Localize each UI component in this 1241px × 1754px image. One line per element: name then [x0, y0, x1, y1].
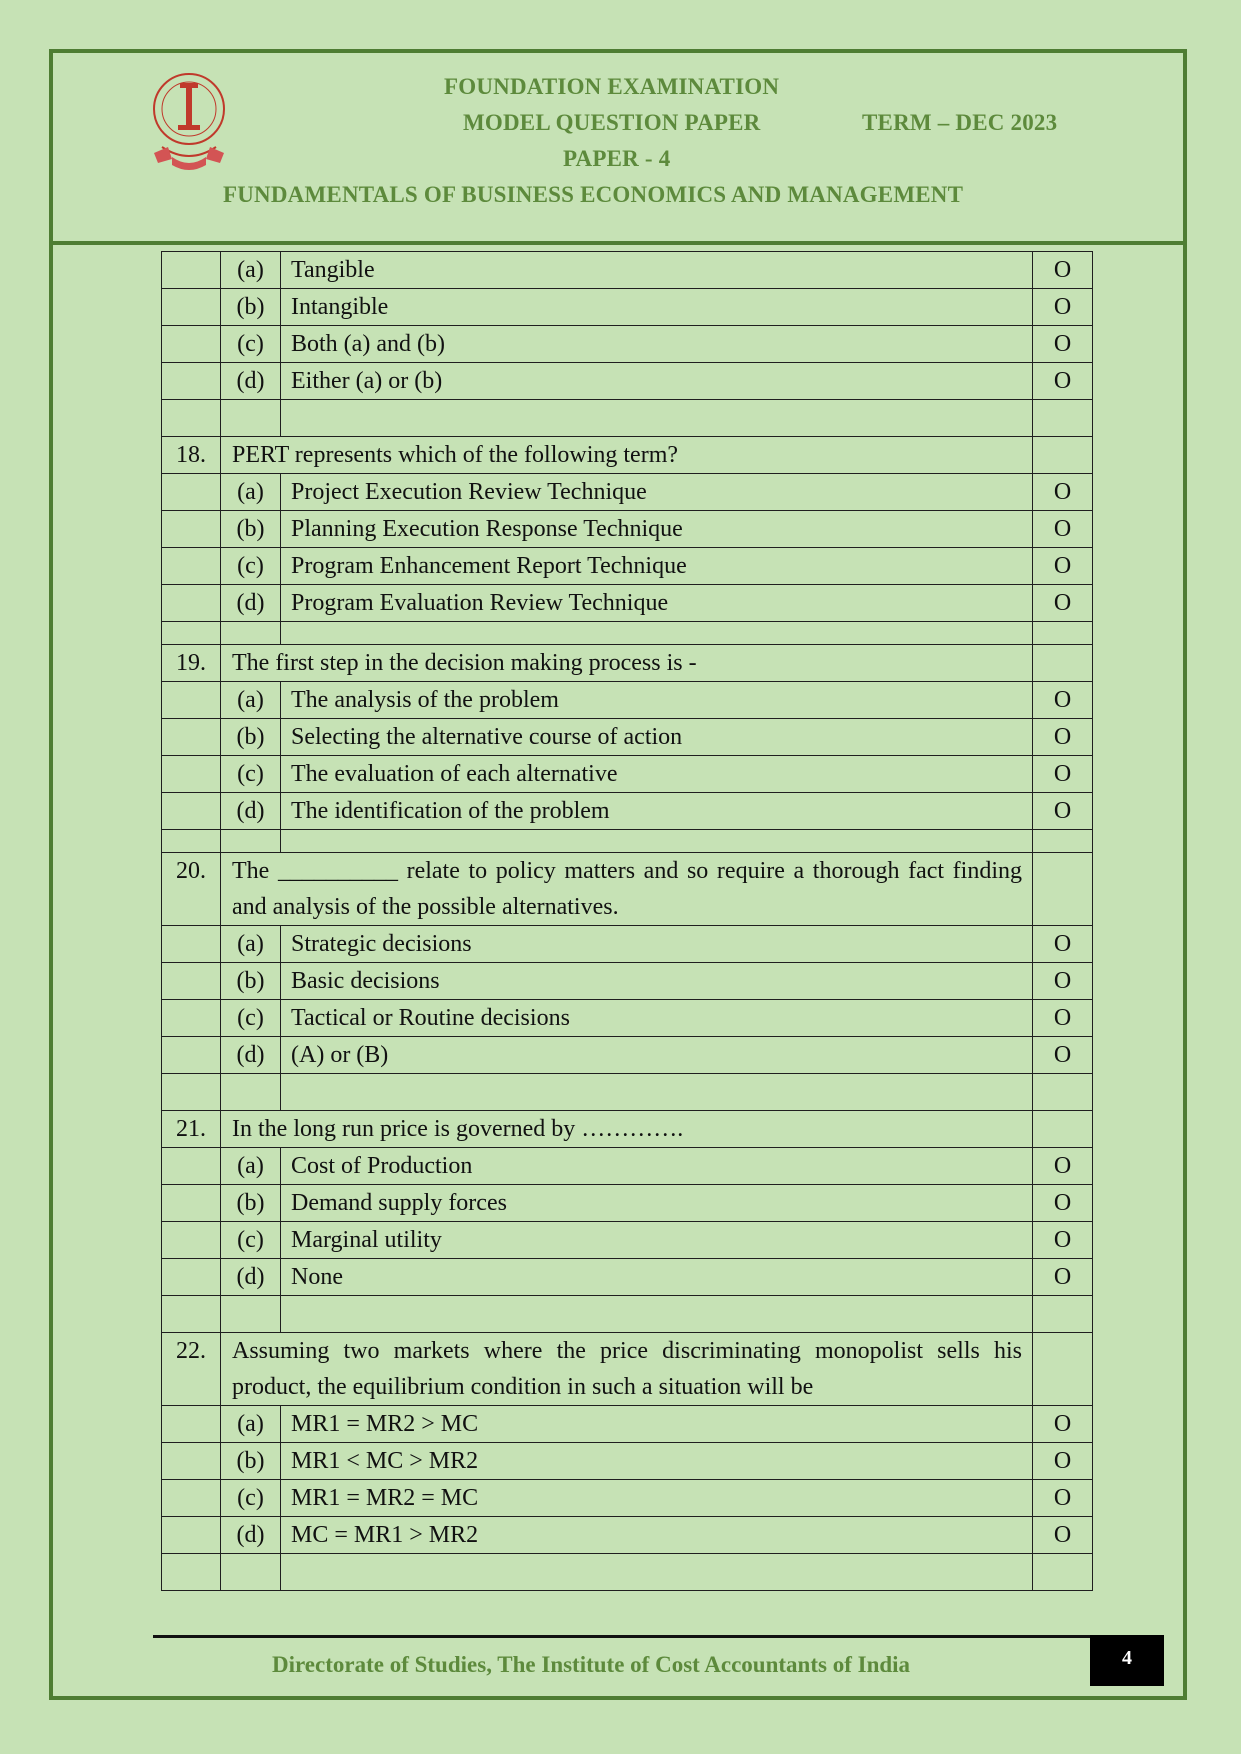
option-label: (b) [221, 963, 281, 1000]
question-table [161, 251, 1093, 1591]
option-text: (A) or (B) [281, 1037, 1033, 1074]
option-label: (c) [221, 756, 281, 793]
question-row [162, 645, 1093, 682]
exam-title: FOUNDATION EXAMINATION [444, 74, 780, 99]
option-label: (d) [221, 1037, 281, 1074]
option-text: The evaluation of each alternative [281, 756, 1033, 793]
option-label: (c) [221, 326, 281, 363]
option-label: (b) [221, 719, 281, 756]
subject-title: FUNDAMENTALS OF BUSINESS ECONOMICS AND MANAGEMENT [223, 182, 964, 207]
option-label: (c) [221, 548, 281, 585]
option-label: (c) [221, 1480, 281, 1517]
option-text: Selecting the alternative course of action [281, 719, 1033, 756]
option-text: None [281, 1259, 1033, 1296]
option-text: Project Execution Review Technique [281, 474, 1033, 511]
option-row [162, 1259, 1093, 1296]
option-row [162, 511, 1093, 548]
option-row [162, 963, 1093, 1000]
option-text: Program Evaluation Review Technique [281, 585, 1033, 622]
option-label: (d) [221, 793, 281, 830]
option-text: Both (a) and (b) [281, 326, 1033, 363]
option-text: Intangible [281, 289, 1033, 326]
paper-number: PAPER - 4 [563, 146, 671, 171]
option-text: The analysis of the problem [281, 682, 1033, 719]
spacer-row [162, 400, 1093, 437]
answer-bubble[interactable]: O [1033, 289, 1093, 326]
question-text: In the long run price is governed by …………. [221, 1111, 1033, 1148]
option-row [162, 474, 1093, 511]
answer-bubble[interactable]: O [1033, 793, 1093, 830]
option-label: (d) [221, 363, 281, 400]
question-number: 19. [162, 645, 221, 682]
question-number: 21. [162, 1111, 221, 1148]
option-label: (a) [221, 252, 281, 289]
option-text: Either (a) or (b) [281, 363, 1033, 400]
option-label: (a) [221, 1406, 281, 1443]
footer-text: Directorate of Studies, The Institute of Cost Accountants of India [272, 1652, 911, 1677]
option-text: Strategic decisions [281, 926, 1033, 963]
option-row [162, 1443, 1093, 1480]
answer-bubble[interactable]: O [1033, 1037, 1093, 1074]
answer-bubble[interactable]: O [1033, 756, 1093, 793]
answer-bubble[interactable]: O [1033, 585, 1093, 622]
question-text: The __________ relate to policy matters and so require a thorough fact finding and analysis of the possible alternatives. [221, 853, 1033, 926]
option-row [162, 682, 1093, 719]
option-text: Planning Execution Response Technique [281, 511, 1033, 548]
option-row [162, 1000, 1093, 1037]
option-label: (c) [221, 1000, 281, 1037]
option-row [162, 548, 1093, 585]
option-label: (a) [221, 1148, 281, 1185]
option-text: Tangible [281, 252, 1033, 289]
question-number: 18. [162, 437, 221, 474]
answer-bubble[interactable]: O [1033, 363, 1093, 400]
spacer-row [162, 1554, 1093, 1591]
option-text: Demand supply forces [281, 1185, 1033, 1222]
question-row [162, 1333, 1093, 1406]
answer-bubble[interactable]: O [1033, 548, 1093, 585]
answer-bubble[interactable]: O [1033, 1148, 1093, 1185]
question-text: Assuming two markets where the price discriminating monopolist sells his product, the equilibrium condition in such a situation will be [221, 1333, 1033, 1406]
institute-logo [148, 55, 230, 183]
option-label: (c) [221, 1222, 281, 1259]
option-label: (a) [221, 682, 281, 719]
option-text: MC = MR1 > MR2 [281, 1517, 1033, 1554]
option-label: (b) [221, 1443, 281, 1480]
option-row [162, 1037, 1093, 1074]
option-row [162, 585, 1093, 622]
option-label: (b) [221, 289, 281, 326]
option-row [162, 1406, 1093, 1443]
question-text: PERT represents which of the following term? [221, 437, 1033, 474]
question-row [162, 437, 1093, 474]
answer-bubble[interactable]: O [1033, 719, 1093, 756]
option-row [162, 1480, 1093, 1517]
option-row [162, 252, 1093, 289]
spacer-row [162, 1296, 1093, 1333]
answer-bubble[interactable]: O [1033, 474, 1093, 511]
option-row [162, 719, 1093, 756]
option-text: The identification of the problem [281, 793, 1033, 830]
exam-term: TERM – DEC 2023 [862, 110, 1058, 135]
option-label: (a) [221, 474, 281, 511]
spacer-row [162, 1074, 1093, 1111]
question-row [162, 853, 1093, 926]
option-row [162, 926, 1093, 963]
option-row [162, 756, 1093, 793]
option-label: (d) [221, 585, 281, 622]
question-text: The first step in the decision making process is - [221, 645, 1033, 682]
header-divider [49, 241, 1187, 245]
option-label: (d) [221, 1517, 281, 1554]
option-label: (b) [221, 1185, 281, 1222]
paper-type: MODEL QUESTION PAPER [463, 110, 761, 135]
question-row [162, 1111, 1093, 1148]
option-row [162, 793, 1093, 830]
option-row [162, 363, 1093, 400]
answer-bubble[interactable]: O [1033, 1185, 1093, 1222]
option-label: (d) [221, 1259, 281, 1296]
footer-divider [153, 1635, 1090, 1638]
option-label: (a) [221, 926, 281, 963]
option-text: MR1 = MR2 > MC [281, 1406, 1033, 1443]
option-row [162, 1148, 1093, 1185]
option-row [162, 1185, 1093, 1222]
answer-bubble[interactable]: O [1033, 963, 1093, 1000]
option-text: Basic decisions [281, 963, 1033, 1000]
answer-bubble[interactable]: O [1033, 926, 1093, 963]
option-row [162, 326, 1093, 363]
option-text: Marginal utility [281, 1222, 1033, 1259]
option-text: Program Enhancement Report Technique [281, 548, 1033, 585]
option-row [162, 289, 1093, 326]
option-row [162, 1517, 1093, 1554]
answer-bubble[interactable]: O [1033, 682, 1093, 719]
page-number: 4 [1090, 1635, 1164, 1686]
option-text: Cost of Production [281, 1148, 1033, 1185]
option-label: (b) [221, 511, 281, 548]
spacer-row [162, 830, 1093, 853]
option-text: MR1 = MR2 = MC [281, 1480, 1033, 1517]
option-row [162, 1222, 1093, 1259]
answer-bubble[interactable]: O [1033, 1517, 1093, 1554]
question-number: 20. [162, 853, 221, 926]
answer-bubble[interactable]: O [1033, 1480, 1093, 1517]
answer-bubble[interactable]: O [1033, 1000, 1093, 1037]
answer-bubble[interactable]: O [1033, 1406, 1093, 1443]
answer-bubble[interactable]: O [1033, 1443, 1093, 1480]
answer-bubble[interactable]: O [1033, 326, 1093, 363]
option-text: MR1 < MC > MR2 [281, 1443, 1033, 1480]
answer-bubble[interactable]: O [1033, 511, 1093, 548]
option-text: Tactical or Routine decisions [281, 1000, 1033, 1037]
answer-bubble[interactable]: O [1033, 252, 1093, 289]
spacer-row [162, 622, 1093, 645]
question-number: 22. [162, 1333, 221, 1406]
answer-bubble[interactable]: O [1033, 1259, 1093, 1296]
answer-bubble[interactable]: O [1033, 1222, 1093, 1259]
